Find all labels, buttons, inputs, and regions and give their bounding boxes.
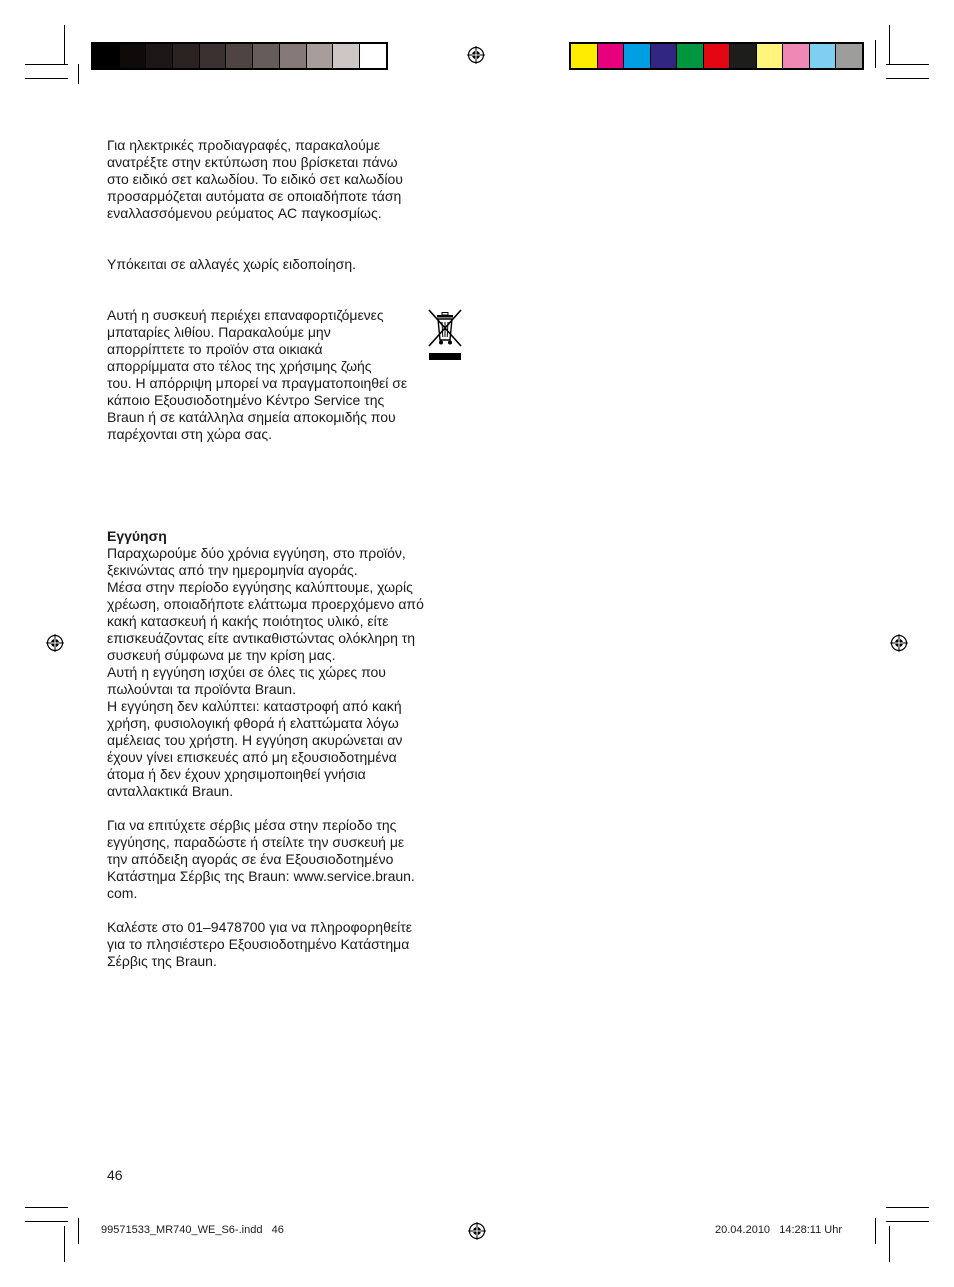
registration-mark-icon	[890, 634, 908, 652]
subject-to-change-note: Υπόκειται σε αλλαγές χωρίς ειδοποίηση.	[107, 256, 356, 272]
color-swatch	[783, 44, 810, 68]
warranty-paragraph: Παραχωρούμε δύο χρόνια εγγύηση, στο προϊόν, ξεκινώντας από την ημερομηνία αγοράς. Μέσα στην περίοδο εγγύησης καλύπτουμε, χωρίς χρέωση, οποιαδήποτε ελάττωμα προερχόμενο από κακή κατασκευή ή κακής ποιότητος υλικό, είτε επισκευάζοντας είτε αντικαθιστώντας ολόκληρη τη συσκευή σύμφωνα με την κρίση μας. Αυτή η εγγύηση ισχύει σε όλες τις χώρες που πωλούνται τα προϊόντα Braun. Η εγγύηση δεν καλύπτει: καταστροφή από κακή χρήση, φυσιολογική φθορά ή ελαττώματα λόγω αμέλειας του χρήστη. Η εγγύηση ακυρώνεται αν έχουν γίνει επισκευές από μη εξουσιοδοτημένα άτομα ή δεν έχουν χρησιμοποιηθεί γνήσια ανταλλακτικά Braun.	[107, 545, 424, 799]
crop-mark	[886, 78, 929, 79]
color-swatch	[253, 44, 280, 68]
crop-mark	[25, 1207, 68, 1208]
color-swatch	[280, 44, 307, 68]
color-swatch	[226, 44, 253, 68]
crop-mark	[889, 25, 890, 65]
color-swatch	[173, 44, 200, 68]
color-swatch	[360, 44, 386, 68]
color-swatch	[93, 44, 120, 68]
crop-mark	[875, 1218, 876, 1244]
crop-mark	[78, 64, 79, 84]
color-swatch	[146, 44, 173, 68]
electrical-specs-paragraph: Για ηλεκτρικές προδιαγραφές, παρακαλούμε ανατρέξτε στην εκτύπωση που βρίσκεται πάνω στο ειδικό σετ καλωδίου. Το ειδικό σετ καλωδίου προσαρμόζεται αυτόματα σε οποιαδήποτε τάση εναλλασσόμενου ρεύματος AC παγκοσμίως.	[107, 137, 403, 221]
color-swatch	[120, 44, 147, 68]
crop-mark	[875, 40, 876, 68]
color-swatch	[757, 44, 784, 68]
battery-disposal-paragraph: Αυτή η συσκευή περιέχει επαναφορτιζόμενες μπαταρίες λιθίου. Παρακαλούμε μην απορρίπτετε το προϊόν στα οικιακά απορρίμματα στο τέλος της χρήσιμης ζωής του. Η απόρριψη μπορεί να πραγματοποιηθεί σε κάποιο Εξουσιοδοτημένο Κέντρο Service της Braun ή σε κατάλληλα σημεία αποκομιδής που παρέχονται στη χώρα σας.	[107, 307, 408, 442]
color-swatch	[730, 44, 757, 68]
registration-mark-icon	[467, 46, 485, 64]
service-paragraph: Για να επιτύχετε σέρβις μέσα στην περίοδο της εγγύησης, παραδώστε ή στείλτε την συσκευή με την απόδειξη αγοράς σε ένα Εξουσιοδοτημένο Κατάστημα Σέρβις της Braun: www.service.braun. com.	[107, 817, 415, 901]
color-swatch	[598, 44, 625, 68]
registration-mark-icon	[46, 634, 64, 652]
crop-mark	[886, 64, 929, 65]
crop-mark	[25, 78, 68, 79]
crop-mark	[64, 1226, 65, 1262]
process-color-bar	[569, 42, 864, 70]
grayscale-color-bar	[91, 42, 388, 70]
color-swatch	[571, 44, 598, 68]
registration-mark-icon	[468, 1222, 486, 1240]
color-swatch	[677, 44, 704, 68]
color-swatch	[624, 44, 651, 68]
color-swatch	[651, 44, 678, 68]
crop-mark	[886, 1221, 929, 1222]
crop-mark	[886, 1207, 929, 1208]
warranty-heading: Εγγύηση	[107, 528, 167, 544]
crop-mark	[64, 25, 65, 65]
color-swatch	[704, 44, 731, 68]
color-swatch	[307, 44, 334, 68]
color-swatch	[200, 44, 227, 68]
crop-mark	[25, 1221, 68, 1222]
crop-mark	[78, 1218, 79, 1244]
color-swatch	[333, 44, 360, 68]
crop-mark	[25, 64, 68, 65]
color-swatch	[836, 44, 862, 68]
footer-datetime: 20.04.2010 14:28:11 Uhr	[715, 1224, 843, 1236]
color-swatch	[810, 44, 837, 68]
call-paragraph: Καλέστε στο 01–9478700 για να πληροφορηθείτε για το πλησιέστερο Εξουσιοδοτημένο Κατάστημα Σέρβις της Braun.	[107, 919, 412, 969]
footer-file-name: 99571533_MR740_WE_S6-.indd 46	[101, 1224, 284, 1236]
crossed-out-wheelie-bin-icon	[426, 307, 464, 363]
page-number: 46	[107, 1167, 123, 1183]
crop-mark	[889, 1226, 890, 1262]
